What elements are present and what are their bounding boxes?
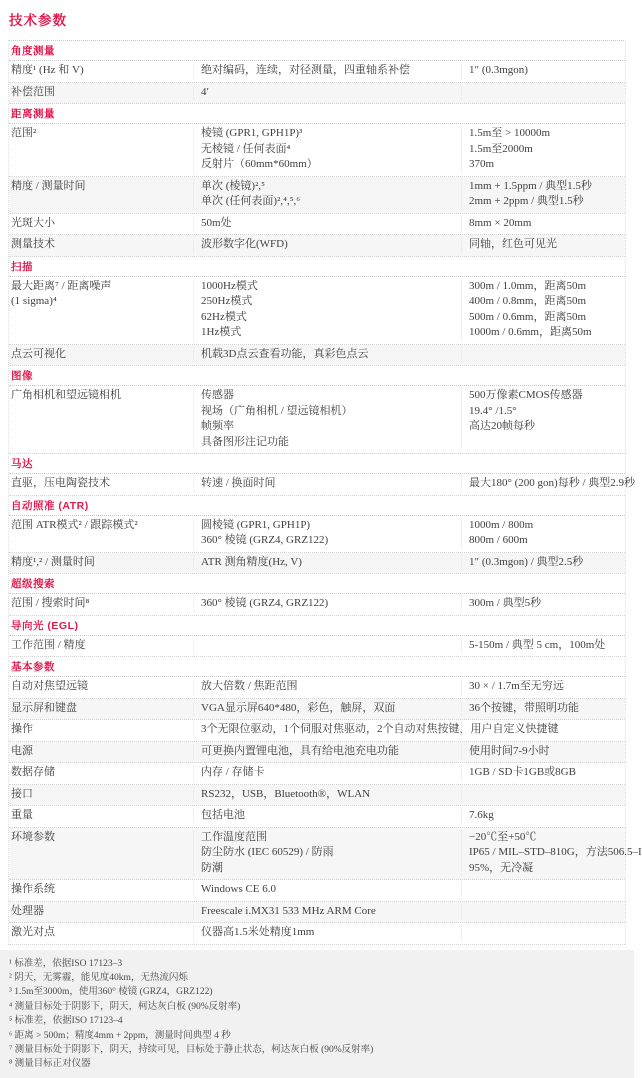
spec-line: 无棱镜 / 任何表面⁴ (201, 142, 291, 155)
spec-cell-label (9, 882, 193, 898)
spec-row (9, 902, 625, 924)
spec-cell-value (461, 179, 625, 210)
spec-line: Windows CE 6.0 (201, 883, 277, 895)
spec-line: (1 sigma)⁴ (11, 295, 57, 307)
spec-cell-value (461, 126, 625, 173)
spec-line: 机载3D点云查看功能，真彩色点云 (201, 347, 369, 360)
spec-cell-label (9, 279, 193, 341)
spec-cell-value (461, 701, 625, 717)
spec-line: 操作系统 (11, 883, 55, 895)
spec-line: 精度¹ (Hz 和 V) (11, 64, 84, 76)
spec-line: 操作 (11, 723, 33, 735)
spec-line: 95%，无冷凝 (469, 861, 534, 874)
spec-cell-label (9, 638, 193, 654)
spec-cell-label (9, 518, 193, 549)
spec-row (9, 277, 625, 345)
footnote-line: ³ 1.5m至3000m，使用360° 棱镜 (GRZ4，GRZ122) (9, 987, 213, 998)
spec-line: 370m (469, 158, 495, 170)
spec-row (9, 516, 625, 553)
spec-line: 数据存储 (11, 766, 55, 778)
spec-cell-label (9, 808, 193, 824)
spec-cell-value (461, 638, 625, 654)
spec-row (9, 785, 625, 807)
spec-line: 300m / 1.0mm，距离50m (469, 279, 587, 292)
spec-cell-desc (193, 744, 461, 760)
spec-line: 单次 (任何表面)²,⁴,⁵,⁶ (201, 195, 301, 207)
spec-cell-desc (193, 925, 461, 941)
spec-row (9, 880, 625, 902)
spec-cell-desc (193, 347, 461, 363)
spec-line: 直驱，压电陶瓷技术 (11, 477, 110, 489)
spec-line: 62Hz模式 (201, 310, 247, 323)
spec-line: 精度 / 测量时间 (11, 179, 86, 192)
spec-line: 波形数字化(WFD) (201, 238, 288, 250)
spec-line: 帧频率 (201, 420, 234, 432)
spec-line: ATR 测角精度(Hz, V) (201, 555, 302, 568)
spec-cell-label (9, 722, 193, 738)
section-header: 基本参数 (9, 657, 625, 677)
spec-line: 4′ (201, 85, 209, 98)
spec-line: 视场（广角相机 / 望远镜相机） (201, 404, 353, 417)
spec-cell-label (9, 904, 193, 920)
spec-row (9, 235, 625, 257)
section-header: 图像 (9, 366, 625, 386)
spec-line: 传感器 (201, 389, 234, 401)
spec-cell-desc (193, 830, 461, 877)
spec-line: 360° 棱镜 (GRZ4, GRZ122) (201, 534, 329, 546)
spec-row (9, 345, 625, 367)
spec-cell-desc (193, 85, 461, 101)
spec-line: 使用时间7-9小时 (469, 744, 550, 757)
spec-line: 500m / 0.6mm，距离50m (469, 310, 587, 323)
spec-cell-label (9, 388, 193, 450)
spec-cell-label (9, 179, 193, 210)
spec-line: 内存 / 存储卡 (201, 766, 265, 778)
spec-cell-value (461, 476, 635, 492)
spec-cell-value (461, 216, 625, 232)
footnote-line: ⁷ 测量目标处于阴影下，阴天，持续可见，目标处于静止状态，柯达灰白板 (90%反射率) (9, 1044, 374, 1055)
spec-line: 防潮 (201, 861, 223, 874)
spec-row (9, 553, 625, 575)
spec-cell-value (461, 518, 625, 549)
spec-row (9, 763, 625, 785)
spec-line: 1000m / 800m (469, 518, 534, 531)
spec-row (9, 594, 625, 616)
spec-row (9, 699, 625, 721)
spec-line: 点云可视化 (11, 347, 66, 360)
spec-cell-desc (193, 722, 559, 738)
footnote-line: ¹ 标准差，依据ISO 17123–3 (9, 958, 123, 969)
spec-cell-label (9, 63, 193, 79)
spec-line: 测量技术 (11, 238, 55, 250)
page-title: 技术参数 (9, 13, 67, 28)
spec-row (9, 828, 642, 881)
spec-line: 250Hz模式 (201, 295, 253, 307)
footnote-line: ⁶ 距离 > 500m；精度4mm + 2ppm，测量时间典型 4 秒 (9, 1030, 231, 1041)
spec-cell-desc (193, 388, 461, 450)
spec-cell-label (9, 126, 193, 173)
section-header: 导向光 (EGL) (9, 616, 625, 636)
footnote-line: ⁴ 测量目标处于阴影下，阴天，柯达灰白板 (90%反射率) (9, 1001, 241, 1012)
spec-row (9, 636, 625, 658)
spec-cell-label (9, 765, 193, 781)
spec-line: 范围 ATR模式² / 跟踪模式² (11, 518, 138, 531)
spec-line: 800m / 600m (469, 534, 528, 546)
spec-line: 激光对点 (11, 926, 55, 938)
spec-cell-value (461, 596, 625, 612)
spec-cell-label (9, 347, 193, 363)
spec-cell-value (461, 679, 625, 695)
spec-line: 放大倍数 / 焦距范围 (201, 680, 298, 692)
spec-cell-desc (193, 904, 461, 920)
spec-line: 广角相机和望远镜相机 (11, 389, 121, 401)
spec-line: 300m / 典型5秒 (469, 597, 542, 609)
spec-cell-desc (193, 882, 461, 898)
section-header: 角度测量 (9, 41, 625, 61)
spec-line: 工作温度范围 (201, 830, 267, 843)
spec-line: 1.5m至 > 10000m (469, 127, 551, 139)
spec-line: 仪器高1.5米处精度1mm (201, 926, 315, 938)
spec-line: 19.4° /1.5° (469, 404, 517, 417)
spec-line: 绝对编码，连续，对径测量，四重轴系补偿 (201, 64, 410, 76)
spec-line: 光斑大小 (11, 216, 55, 229)
spec-cell-label (9, 596, 193, 612)
spec-cell-label (9, 701, 193, 717)
footnote-line: ² 阴天，无雾霾，能见度40km，无热流闪烁 (9, 972, 188, 983)
spec-line: 范围 / 搜索时间⁸ (11, 597, 90, 609)
spec-line: 单次 (棱镜)²,⁵ (201, 179, 265, 192)
spec-cell-value (461, 388, 625, 450)
spec-cell-value (461, 63, 625, 79)
spec-cell-value (461, 347, 625, 363)
spec-cell-desc (193, 596, 461, 612)
spec-cell-desc (193, 765, 461, 781)
spec-line: 环境参数 (11, 830, 55, 843)
spec-line: 重量 (11, 809, 33, 821)
spec-cell-label (9, 679, 193, 695)
spec-line: 500万像素CMOS传感器 (469, 389, 583, 401)
spec-cell-value (461, 925, 625, 941)
spec-line: Freescale i.MX31 533 MHz ARM Core (201, 904, 376, 917)
spec-line: 防尘防水 (IEC 60529) / 防雨 (201, 846, 334, 858)
spec-cell-desc (193, 679, 461, 695)
spec-row (9, 386, 625, 454)
spec-cell-desc (193, 808, 461, 824)
spec-line: 8mm × 20mm (469, 216, 532, 229)
spec-line: 转速 / 换面时间 (201, 477, 276, 489)
spec-cell-label (9, 744, 193, 760)
spec-line: 1″ (0.3mgon) / 典型2.5秒 (469, 555, 584, 568)
spec-cell-desc (193, 518, 461, 549)
spec-cell-value (461, 722, 625, 738)
spec-cell-desc (193, 179, 461, 210)
spec-cell-desc (193, 701, 461, 717)
spec-line: 高达20帧每秒 (469, 420, 535, 432)
spec-row (9, 677, 625, 699)
spec-line: −20℃至+50℃ (469, 830, 537, 843)
section-header: 自动照准 (ATR) (9, 496, 625, 516)
spec-cell-desc (193, 63, 461, 79)
spec-row (9, 83, 625, 105)
spec-line: 1000Hz模式 (201, 279, 258, 292)
spec-line: 电源 (11, 744, 33, 757)
spec-row (9, 923, 625, 945)
spec-line: 1mm + 1.5ppm / 典型1.5秒 (469, 179, 592, 192)
spec-line: 36个按键，带照明功能 (469, 701, 579, 714)
spec-cell-value (461, 808, 625, 824)
section-header: 超级搜索 (9, 574, 625, 594)
spec-line: 精度¹,² / 测量时间 (11, 555, 95, 568)
spec-cell-label (9, 787, 193, 803)
footnote-line: ⁵ 标准差，依据ISO 17123–4 (9, 1016, 123, 1027)
spec-line: 范围² (11, 127, 37, 139)
spec-line: 处理器 (11, 904, 44, 917)
spec-line: 具备图形注记功能 (201, 435, 289, 448)
spec-line: 包括电池 (201, 809, 245, 821)
spec-cell-value (461, 765, 625, 781)
spec-line: 补偿范围 (11, 85, 55, 98)
spec-cell-desc (193, 279, 461, 341)
spec-cell-label (9, 237, 193, 253)
spec-line: 30 × / 1.7m至无穷远 (469, 680, 564, 692)
spec-line: 圆棱镜 (GPR1, GPH1P) (201, 518, 311, 531)
spec-line: 自动对焦望远镜 (11, 680, 88, 692)
spec-cell-label (9, 85, 193, 101)
spec-cell-desc (193, 787, 461, 803)
spec-cell-label (9, 476, 193, 492)
spec-line: 50m处 (201, 216, 232, 229)
spec-line: 工作范围 / 精度 (11, 638, 86, 651)
spec-line: 可更换内置锂电池，具有给电池充电功能 (201, 744, 399, 757)
spec-row (9, 124, 625, 177)
spec-cell-value (461, 744, 625, 760)
spec-line: 同轴，红色可见光 (469, 238, 557, 250)
spec-cell-value (461, 830, 642, 877)
spec-cell-value (461, 787, 625, 803)
spec-line: 1GB / SD卡1GB或8GB (469, 766, 576, 778)
spec-cell-value (461, 882, 625, 898)
section-header: 距离测量 (9, 104, 625, 124)
footnotes (0, 950, 634, 1078)
spec-line: VGA显示屏640*480，彩色，触屏，双面 (201, 701, 396, 714)
spec-table (8, 40, 642, 945)
spec-line: 5-150m / 典型 5 cm，100m处 (469, 638, 606, 651)
spec-cell-value (461, 555, 625, 571)
spec-cell-desc (193, 216, 461, 232)
spec-cell-desc (193, 126, 461, 173)
spec-line: 400m / 0.8mm，距离50m (469, 295, 587, 307)
spec-row (9, 720, 625, 742)
spec-line: 最大180° (200 gon)每秒 / 典型2.9秒 (469, 477, 636, 489)
spec-row (9, 177, 625, 214)
spec-row (9, 806, 625, 828)
spec-line: 2mm + 2ppm / 典型1.5秒 (469, 195, 584, 207)
spec-cell-desc (193, 638, 461, 654)
spec-line: RS232，USB，Bluetooth®，WLAN (201, 787, 371, 800)
spec-cell-value (461, 279, 625, 341)
spec-cell-value (461, 904, 625, 920)
spec-row (9, 214, 625, 236)
footnote-line: ⁸ 测量目标正对仪器 (9, 1059, 91, 1070)
spec-line: 1″ (0.3mgon) (469, 64, 528, 76)
spec-line: 3个无限位驱动，1个伺服对焦驱动，2个自动对焦按键，用户自定义快捷键 (201, 723, 559, 735)
spec-line: 1000m / 0.6mm，距离50m (469, 326, 592, 338)
spec-row (9, 474, 636, 496)
spec-line: 最大距离⁷ / 距离噪声 (11, 279, 112, 292)
section-header: 扫描 (9, 257, 625, 277)
spec-cell-label (9, 925, 193, 941)
spec-row (9, 61, 625, 83)
spec-cell-label (9, 830, 193, 877)
spec-line: 1Hz模式 (201, 326, 242, 338)
section-header: 马达 (9, 454, 625, 474)
spec-line: 1.5m至2000m (469, 142, 533, 155)
spec-row (9, 742, 625, 764)
spec-cell-desc (193, 237, 461, 253)
spec-cell-value (461, 85, 625, 101)
spec-line: 接口 (11, 787, 33, 800)
spec-cell-desc (193, 555, 461, 571)
spec-line: 显示屏和键盘 (11, 701, 77, 714)
spec-cell-label (9, 555, 193, 571)
spec-line: 棱镜 (GPR1, GPH1P)³ (201, 127, 303, 139)
spec-line: 360° 棱镜 (GRZ4, GRZ122) (201, 597, 329, 609)
spec-cell-label (9, 216, 193, 232)
spec-cell-desc (193, 476, 461, 492)
spec-cell-value (461, 237, 625, 253)
spec-line: IP65 / MIL–STD–810G，方法506.5–I (469, 846, 642, 858)
spec-line: 反射片（60mm*60mm） (201, 158, 318, 170)
spec-line: 7.6kg (469, 809, 494, 821)
